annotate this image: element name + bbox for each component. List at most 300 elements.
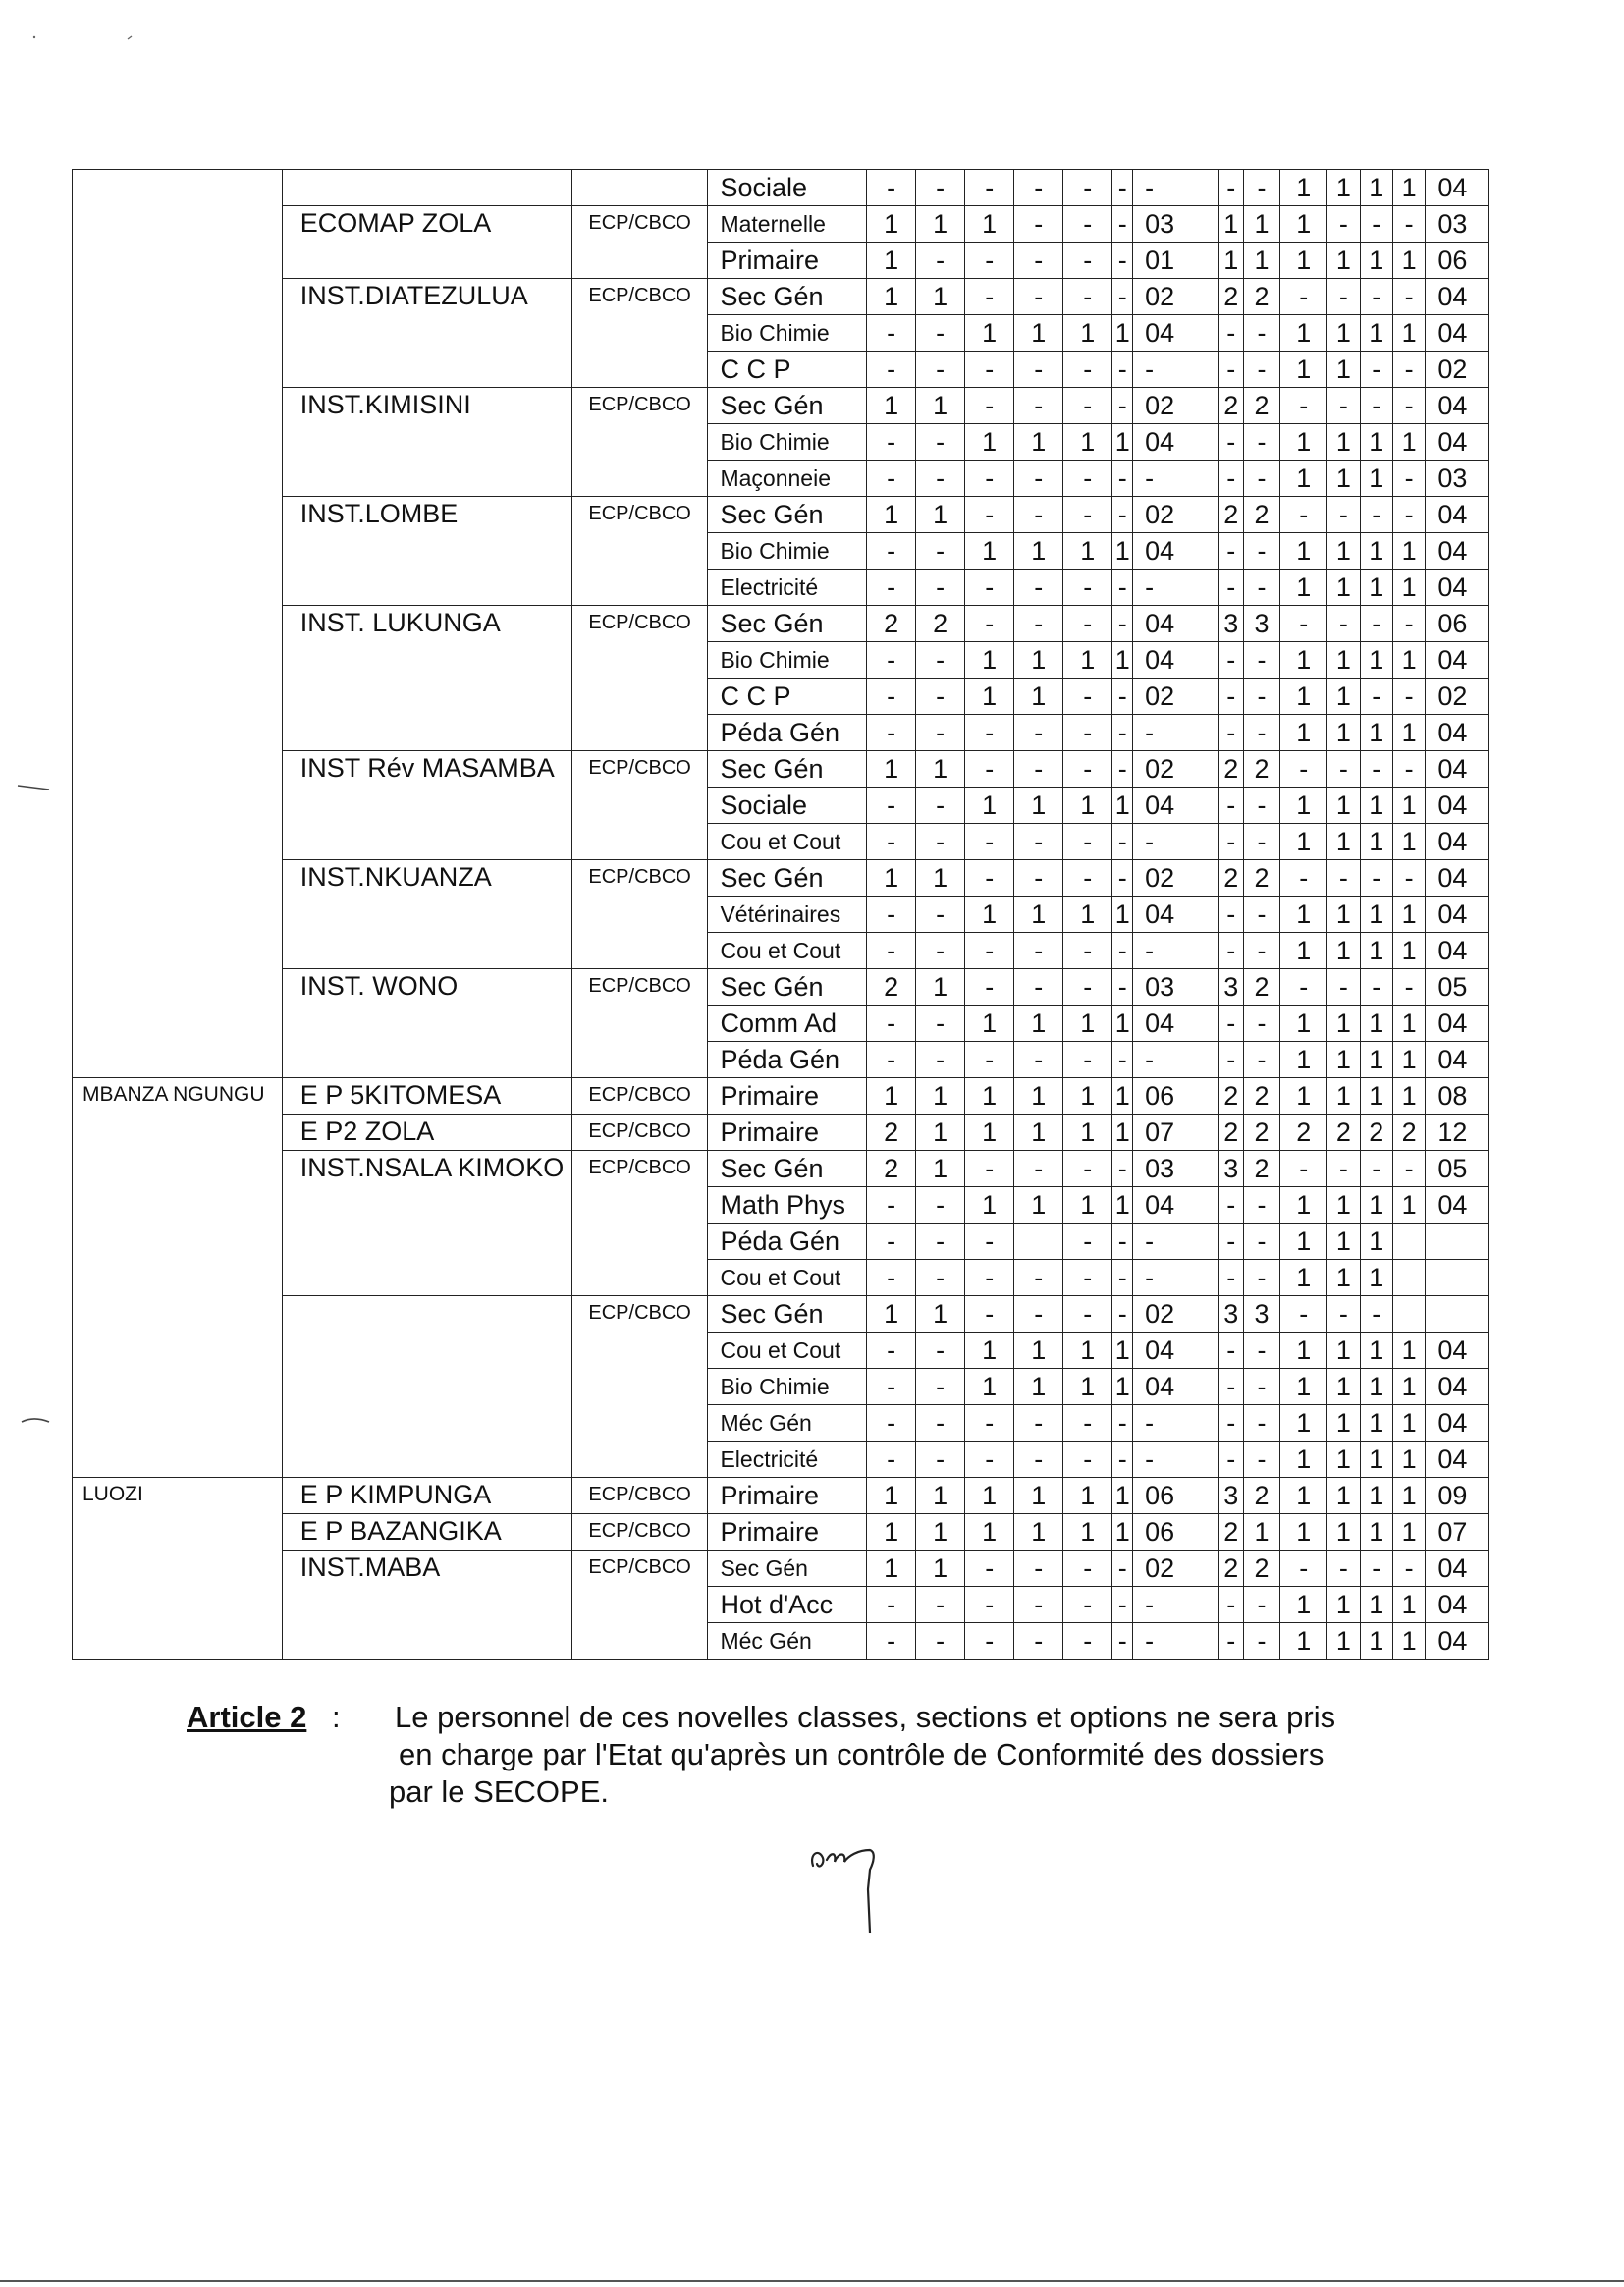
count-cell: 1 — [1014, 1333, 1063, 1369]
count-cell: - — [1063, 279, 1112, 315]
count-cell: - — [1063, 206, 1112, 243]
count-cell: - — [867, 424, 916, 461]
total-cell: 04 — [1426, 1333, 1489, 1369]
total-cell: 02 — [1426, 352, 1489, 388]
count-cell: 2 — [867, 1151, 916, 1187]
count-cell: - — [867, 1442, 916, 1478]
count-cell: 1 — [1327, 1078, 1360, 1115]
count-cell: - — [965, 1224, 1014, 1260]
count-cell: 1 — [965, 533, 1014, 570]
count-cell: - — [1360, 606, 1392, 642]
count-cell: 2 — [867, 969, 916, 1006]
count-cell: 1 — [1218, 206, 1243, 243]
count-cell: - — [1360, 279, 1392, 315]
count-cell: - — [867, 1042, 916, 1078]
district-cell: LUOZI — [73, 1478, 283, 1514]
count-cell: 1 — [1392, 642, 1425, 679]
count-cell: - — [1014, 388, 1063, 424]
count-cell: 2 — [867, 1115, 916, 1151]
count-cell: - — [1063, 1296, 1112, 1333]
count-cell: 2 — [867, 606, 916, 642]
count-cell: 1 — [1280, 570, 1327, 606]
count-cell: 1 — [965, 1333, 1014, 1369]
count-cell: 1 — [1280, 1006, 1327, 1042]
count-cell: - — [1360, 860, 1392, 897]
count-cell: 1 — [965, 1006, 1014, 1042]
count-cell: - — [867, 1224, 916, 1260]
count-cell: - — [1112, 388, 1133, 424]
option-cell: Cou et Cout — [708, 1333, 867, 1369]
count-cell: 2 — [1218, 1514, 1243, 1551]
regime-cell: ECP/CBCO — [571, 1478, 708, 1514]
subtotal-cell: - — [1133, 933, 1219, 969]
subtotal-cell: 02 — [1133, 860, 1219, 897]
count-cell: - — [1243, 1369, 1280, 1405]
count-cell: 1 — [1063, 788, 1112, 824]
count-cell: 1 — [1327, 897, 1360, 933]
count-cell: - — [1327, 279, 1360, 315]
count-cell: - — [916, 679, 965, 715]
count-cell: 2 — [1243, 1078, 1280, 1115]
count-cell: - — [916, 1442, 965, 1478]
count-cell: 1 — [1280, 170, 1327, 206]
count-cell: - — [867, 1587, 916, 1623]
count-cell: 3 — [1218, 1296, 1243, 1333]
count-cell: 1 — [1280, 1442, 1327, 1478]
count-cell: 1 — [1360, 933, 1392, 969]
count-cell: - — [1243, 352, 1280, 388]
count-cell: 1 — [1327, 1587, 1360, 1623]
count-cell: - — [1243, 461, 1280, 497]
count-cell: - — [916, 1405, 965, 1442]
count-cell: - — [916, 824, 965, 860]
count-cell: - — [1243, 1042, 1280, 1078]
count-cell: - — [1280, 606, 1327, 642]
subtotal-cell: - — [1133, 1587, 1219, 1623]
count-cell: - — [916, 642, 965, 679]
count-cell: - — [1280, 860, 1327, 897]
count-cell: 1 — [867, 1514, 916, 1551]
option-cell: Sec Gén — [708, 1551, 867, 1587]
count-cell: 1 — [1392, 1369, 1425, 1405]
count-cell: 1 — [1392, 570, 1425, 606]
count-cell: 2 — [1243, 1478, 1280, 1514]
subtotal-cell: 03 — [1133, 969, 1219, 1006]
count-cell: 1 — [1014, 424, 1063, 461]
count-cell: - — [916, 788, 965, 824]
total-cell: 06 — [1426, 243, 1489, 279]
count-cell: 2 — [1218, 279, 1243, 315]
count-cell: 1 — [1280, 1405, 1327, 1442]
count-cell: 1 — [1112, 533, 1133, 570]
count-cell: 2 — [1243, 860, 1280, 897]
option-cell: Méc Gén — [708, 1623, 867, 1660]
total-cell: 04 — [1426, 1587, 1489, 1623]
count-cell: 1 — [1280, 679, 1327, 715]
count-cell: 1 — [1360, 1405, 1392, 1442]
total-cell: 04 — [1426, 1623, 1489, 1660]
total-cell: 04 — [1426, 1551, 1489, 1587]
count-cell: - — [867, 570, 916, 606]
count-cell: - — [1360, 1151, 1392, 1187]
count-cell: 1 — [1243, 243, 1280, 279]
count-cell: 1 — [1063, 1115, 1112, 1151]
count-cell: - — [916, 1587, 965, 1623]
option-cell: Sociale — [708, 788, 867, 824]
total-cell: 04 — [1426, 897, 1489, 933]
option-cell: Electricité — [708, 1442, 867, 1478]
count-cell: 1 — [1063, 424, 1112, 461]
count-cell: 1 — [965, 1514, 1014, 1551]
count-cell: - — [867, 1369, 916, 1405]
school-cell: INST.NSALA KIMOKO — [282, 1151, 571, 1187]
count-cell: 1 — [1327, 570, 1360, 606]
count-cell: - — [1112, 1623, 1133, 1660]
count-cell: 1 — [916, 1478, 965, 1514]
count-cell: - — [1063, 1042, 1112, 1078]
subtotal-cell: - — [1133, 461, 1219, 497]
count-cell: - — [1327, 1551, 1360, 1587]
option-cell: Sec Gén — [708, 388, 867, 424]
count-cell: 1 — [1112, 1078, 1133, 1115]
page-bottom-rule — [0, 2280, 1624, 2282]
count-cell: - — [1112, 751, 1133, 788]
subtotal-cell: 02 — [1133, 1551, 1219, 1587]
subtotal-cell: - — [1133, 1260, 1219, 1296]
count-cell: - — [867, 352, 916, 388]
count-cell: 2 — [1243, 388, 1280, 424]
option-cell: Vétérinaires — [708, 897, 867, 933]
count-cell: 1 — [1392, 1623, 1425, 1660]
count-cell: 1 — [1063, 642, 1112, 679]
count-cell: - — [1218, 1333, 1243, 1369]
count-cell: - — [1112, 461, 1133, 497]
count-cell: - — [965, 860, 1014, 897]
count-cell: 1 — [916, 1514, 965, 1551]
count-cell: 1 — [1327, 315, 1360, 352]
total-cell: 05 — [1426, 969, 1489, 1006]
count-cell: 1 — [1392, 1333, 1425, 1369]
count-cell: - — [1218, 715, 1243, 751]
count-cell: - — [1243, 1260, 1280, 1296]
count-cell: 1 — [1360, 1514, 1392, 1551]
count-cell: 3 — [1218, 969, 1243, 1006]
count-cell: 1 — [1243, 1514, 1280, 1551]
count-cell: 1 — [867, 751, 916, 788]
count-cell: 1 — [1280, 897, 1327, 933]
subtotal-cell: 04 — [1133, 315, 1219, 352]
option-cell: Sec Gén — [708, 860, 867, 897]
count-cell: 1 — [1360, 788, 1392, 824]
subtotal-cell: 06 — [1133, 1514, 1219, 1551]
count-cell: - — [1327, 497, 1360, 533]
subtotal-cell: - — [1133, 1442, 1219, 1478]
subtotal-cell: 04 — [1133, 1333, 1219, 1369]
count-cell: 1 — [1014, 1078, 1063, 1115]
regime-cell: ECP/CBCO — [571, 1115, 708, 1151]
count-cell: - — [1360, 1296, 1392, 1333]
count-cell: - — [1218, 352, 1243, 388]
count-cell: 1 — [1063, 1369, 1112, 1405]
count-cell: 1 — [1280, 533, 1327, 570]
count-cell: 1 — [1327, 1042, 1360, 1078]
count-cell: 1 — [965, 1478, 1014, 1514]
count-cell: 1 — [1014, 897, 1063, 933]
count-cell: 1 — [1360, 1078, 1392, 1115]
count-cell: 1 — [1014, 1187, 1063, 1224]
count-cell: 1 — [1280, 1478, 1327, 1514]
count-cell: 2 — [1392, 1115, 1425, 1151]
subtotal-cell: 04 — [1133, 1187, 1219, 1224]
count-cell: - — [1280, 1551, 1327, 1587]
count-cell: 1 — [1014, 533, 1063, 570]
count-cell: - — [1112, 679, 1133, 715]
count-cell: - — [1063, 824, 1112, 860]
school-cell: INST.MABA — [282, 1551, 571, 1587]
subtotal-cell: 03 — [1133, 206, 1219, 243]
count-cell: 1 — [965, 897, 1014, 933]
count-cell: - — [1327, 388, 1360, 424]
count-cell: - — [1243, 1333, 1280, 1369]
count-cell: - — [965, 715, 1014, 751]
count-cell: 1 — [916, 751, 965, 788]
count-cell: - — [867, 788, 916, 824]
count-cell: - — [1243, 533, 1280, 570]
count-cell: - — [1218, 1405, 1243, 1442]
option-cell: Sec Gén — [708, 497, 867, 533]
total-cell: 07 — [1426, 1514, 1489, 1551]
count-cell: - — [1327, 1296, 1360, 1333]
count-cell: - — [1392, 606, 1425, 642]
count-cell: - — [1243, 788, 1280, 824]
count-cell: 1 — [1392, 533, 1425, 570]
count-cell: - — [916, 1006, 965, 1042]
count-cell: 1 — [1392, 824, 1425, 860]
count-cell: 1 — [1280, 243, 1327, 279]
count-cell: - — [1014, 969, 1063, 1006]
count-cell: 2 — [1218, 1078, 1243, 1115]
count-cell: 1 — [1112, 1369, 1133, 1405]
count-cell: - — [1063, 1405, 1112, 1442]
option-cell: Péda Gén — [708, 1042, 867, 1078]
count-cell: 1 — [916, 860, 965, 897]
count-cell: 2 — [1280, 1115, 1327, 1151]
count-cell: 1 — [1327, 1442, 1360, 1478]
regime-cell: ECP/CBCO — [571, 388, 708, 424]
count-cell: - — [965, 352, 1014, 388]
count-cell: - — [1063, 1587, 1112, 1623]
count-cell: - — [1392, 860, 1425, 897]
subtotal-cell: 01 — [1133, 243, 1219, 279]
count-cell: - — [916, 170, 965, 206]
count-cell: - — [1392, 751, 1425, 788]
count-cell: 1 — [1280, 824, 1327, 860]
count-cell: - — [1360, 969, 1392, 1006]
count-cell: 1 — [867, 243, 916, 279]
count-cell: - — [1014, 206, 1063, 243]
subtotal-cell: 02 — [1133, 679, 1219, 715]
count-cell: 1 — [1360, 1369, 1392, 1405]
count-cell: - — [1280, 388, 1327, 424]
count-cell: 1 — [1063, 1514, 1112, 1551]
count-cell: 1 — [965, 1187, 1014, 1224]
count-cell: - — [1360, 352, 1392, 388]
subtotal-cell: - — [1133, 715, 1219, 751]
count-cell: 2 — [1243, 497, 1280, 533]
total-cell: 06 — [1426, 606, 1489, 642]
count-cell: - — [916, 1224, 965, 1260]
count-cell: - — [1112, 1042, 1133, 1078]
count-cell: 1 — [867, 497, 916, 533]
count-cell: - — [1014, 497, 1063, 533]
count-cell: - — [1014, 1151, 1063, 1187]
option-cell: Cou et Cout — [708, 933, 867, 969]
total-cell: 04 — [1426, 642, 1489, 679]
subtotal-cell: - — [1133, 1405, 1219, 1442]
count-cell: - — [916, 933, 965, 969]
count-cell: 1 — [1014, 1115, 1063, 1151]
count-cell: - — [1392, 1551, 1425, 1587]
count-cell: 1 — [1327, 715, 1360, 751]
count-cell: - — [1112, 1587, 1133, 1623]
count-cell: - — [1063, 388, 1112, 424]
count-cell: - — [1327, 860, 1360, 897]
count-cell: 1 — [1360, 1587, 1392, 1623]
count-cell: 1 — [1327, 170, 1360, 206]
count-cell: 1 — [916, 279, 965, 315]
option-cell: Primaire — [708, 1478, 867, 1514]
subtotal-cell: 04 — [1133, 424, 1219, 461]
count-cell: 1 — [867, 1551, 916, 1587]
count-cell: 1 — [1327, 1369, 1360, 1405]
count-cell: 1 — [916, 206, 965, 243]
count-cell: 1 — [1360, 1442, 1392, 1478]
count-cell: - — [1063, 1260, 1112, 1296]
count-cell: - — [1218, 897, 1243, 933]
school-cell: E P 5KITOMESA — [282, 1078, 571, 1115]
count-cell: 1 — [1360, 424, 1392, 461]
count-cell: 1 — [1392, 897, 1425, 933]
count-cell: - — [916, 1333, 965, 1369]
count-cell: 1 — [1360, 1333, 1392, 1369]
school-cell: INST Rév MASAMBA — [282, 751, 571, 788]
count-cell: 1 — [1327, 424, 1360, 461]
count-cell: - — [867, 1260, 916, 1296]
total-cell: 05 — [1426, 1151, 1489, 1187]
count-cell: - — [916, 243, 965, 279]
count-cell: 2 — [916, 606, 965, 642]
total-cell: 04 — [1426, 1042, 1489, 1078]
option-cell: Bio Chimie — [708, 424, 867, 461]
total-cell: 09 — [1426, 1478, 1489, 1514]
count-cell: - — [1243, 1006, 1280, 1042]
count-cell: - — [1218, 1442, 1243, 1478]
count-cell: - — [1218, 642, 1243, 679]
count-cell: 1 — [1280, 1042, 1327, 1078]
count-cell: - — [1112, 497, 1133, 533]
count-cell: 3 — [1218, 606, 1243, 642]
count-cell: - — [1392, 388, 1425, 424]
count-cell: 1 — [1014, 315, 1063, 352]
count-cell: - — [1218, 788, 1243, 824]
total-cell: 03 — [1426, 206, 1489, 243]
school-cell: INST.KIMISINI — [282, 388, 571, 424]
count-cell: 1 — [965, 788, 1014, 824]
count-cell: 1 — [1280, 352, 1327, 388]
count-cell: 1 — [1360, 533, 1392, 570]
count-cell: 1 — [1112, 424, 1133, 461]
subtotal-cell: 02 — [1133, 388, 1219, 424]
total-cell: 04 — [1426, 279, 1489, 315]
count-cell: - — [965, 243, 1014, 279]
count-cell: 1 — [916, 1151, 965, 1187]
count-cell: - — [916, 315, 965, 352]
count-cell: - — [1327, 606, 1360, 642]
count-cell: - — [916, 461, 965, 497]
count-cell: 1 — [1243, 206, 1280, 243]
count-cell: 1 — [1392, 1405, 1425, 1442]
count-cell: - — [1014, 243, 1063, 279]
total-cell: 04 — [1426, 1405, 1489, 1442]
count-cell: - — [1218, 1623, 1243, 1660]
count-cell: 1 — [1063, 1187, 1112, 1224]
count-cell: 2 — [1327, 1115, 1360, 1151]
count-cell: - — [1014, 1442, 1063, 1478]
count-cell: - — [1243, 424, 1280, 461]
option-cell: Sociale — [708, 170, 867, 206]
count-cell: - — [965, 1442, 1014, 1478]
count-cell: 1 — [965, 1115, 1014, 1151]
count-cell: - — [867, 933, 916, 969]
count-cell: 1 — [1280, 461, 1327, 497]
count-cell: - — [1360, 679, 1392, 715]
count-cell: 1 — [1014, 1514, 1063, 1551]
subtotal-cell: 04 — [1133, 642, 1219, 679]
count-cell: 1 — [1327, 679, 1360, 715]
school-cell: INST. WONO — [282, 969, 571, 1006]
count-cell: - — [965, 969, 1014, 1006]
count-cell: 1 — [1280, 315, 1327, 352]
count-cell: - — [1360, 388, 1392, 424]
count-cell: - — [1014, 1260, 1063, 1296]
subtotal-cell: 02 — [1133, 279, 1219, 315]
count-cell: - — [1063, 1442, 1112, 1478]
count-cell: 1 — [1327, 1405, 1360, 1442]
count-cell: - — [1063, 461, 1112, 497]
option-cell: Primaire — [708, 1514, 867, 1551]
total-cell: 03 — [1426, 461, 1489, 497]
option-cell: Bio Chimie — [708, 642, 867, 679]
count-cell: - — [1218, 570, 1243, 606]
count-cell: - — [1392, 206, 1425, 243]
option-cell: Sec Gén — [708, 606, 867, 642]
count-cell: - — [867, 715, 916, 751]
count-cell: - — [1014, 824, 1063, 860]
count-cell: 1 — [1360, 824, 1392, 860]
count-cell: 1 — [1280, 424, 1327, 461]
subtotal-cell: 04 — [1133, 606, 1219, 642]
count-cell: - — [1112, 206, 1133, 243]
count-cell: 2 — [1243, 279, 1280, 315]
total-cell: 12 — [1426, 1115, 1489, 1151]
count-cell: - — [1360, 1551, 1392, 1587]
school-cell: E P2 ZOLA — [282, 1115, 571, 1151]
count-cell: - — [1243, 897, 1280, 933]
count-cell: - — [1218, 424, 1243, 461]
count-cell: - — [965, 824, 1014, 860]
count-cell: - — [1243, 1623, 1280, 1660]
count-cell: 1 — [1392, 170, 1425, 206]
